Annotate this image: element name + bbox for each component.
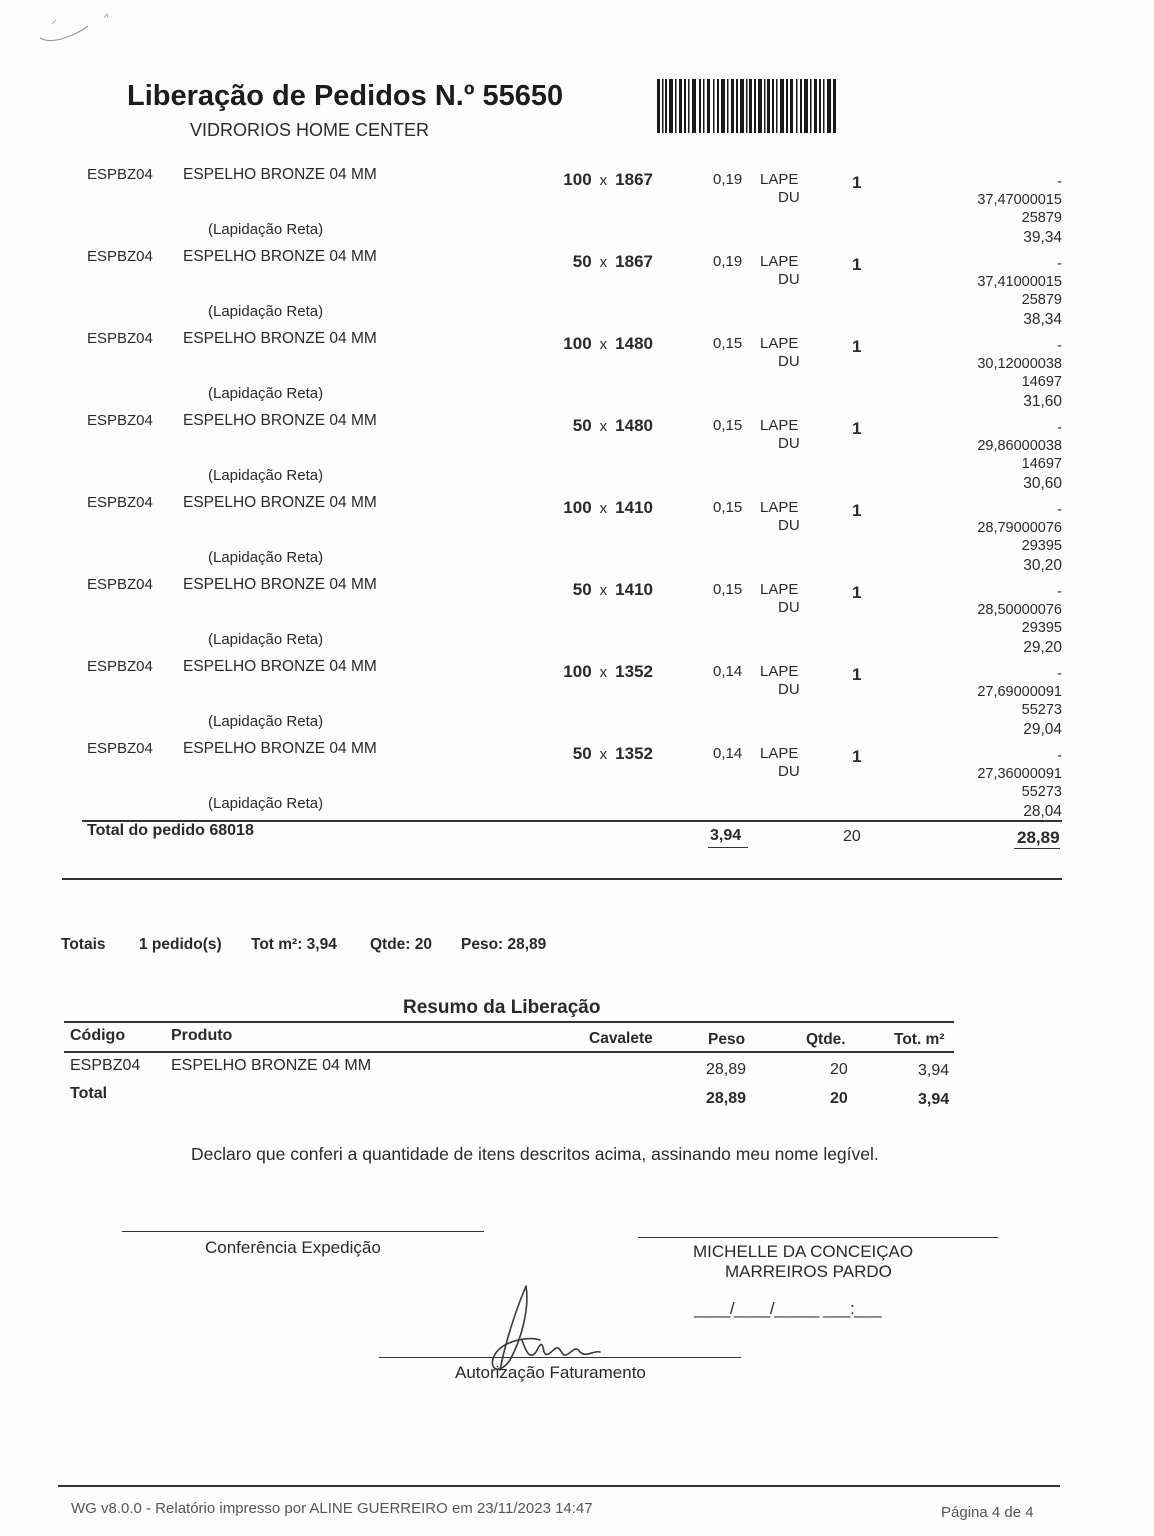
item-code: ESPBZ04	[87, 166, 153, 183]
divider	[708, 847, 748, 848]
item-product: ESPELHO BRONZE 04 MM	[183, 166, 377, 183]
item-process-cont: DU	[778, 517, 800, 534]
resumo-total-tot-m2: 3,94	[918, 1091, 950, 1108]
resumo-title: Resumo da Liberação	[403, 997, 601, 1018]
item-m2: 0,15	[713, 417, 743, 434]
date-blank: ____/____/_____ ___:___	[694, 1299, 882, 1318]
item-process: LAPE	[760, 253, 799, 270]
item-m2: 0,15	[713, 335, 743, 352]
item-dimensions: 50 x 1867	[572, 252, 653, 271]
item-values: - 27,36000091 55273 28,04	[977, 748, 1062, 820]
col-header-qtde: Qtde.	[806, 1031, 846, 1048]
item-dimensions: 100 x 1480	[563, 334, 653, 353]
resumo-total-peso: 28,89	[706, 1090, 747, 1107]
item-qty: 1	[852, 255, 862, 274]
divider	[64, 1021, 954, 1023]
item-dimensions: 100 x 1867	[563, 170, 653, 189]
item-process-cont: DU	[778, 435, 800, 452]
totals-label: Totais	[61, 936, 106, 953]
item-process-cont: DU	[778, 763, 800, 780]
resumo-row-codigo: ESPBZ04	[70, 1057, 141, 1074]
divider	[64, 1051, 954, 1053]
totals-m2: Tot m²: 3,94	[251, 936, 337, 953]
totals-qtde: Qtde: 20	[370, 936, 433, 953]
item-finish: (Lapidação Reta)	[208, 303, 324, 320]
item-process: LAPE	[760, 663, 799, 680]
list-item	[0, 488, 1154, 574]
item-process: LAPE	[760, 171, 799, 188]
footer-divider	[58, 1485, 1060, 1487]
item-process-cont: DU	[778, 353, 800, 370]
item-process: LAPE	[760, 417, 799, 434]
item-m2: 0,19	[713, 171, 743, 188]
signer-name-line1: MICHELLE DA CONCEIÇAO	[693, 1242, 914, 1261]
item-qty: 1	[852, 173, 862, 192]
resumo-total-qtde: 20	[830, 1090, 848, 1107]
item-values: - 29,86000038 14697 30,60	[977, 420, 1062, 492]
totals-peso: Peso: 28,89	[461, 936, 547, 953]
item-finish: (Lapidação Reta)	[208, 549, 324, 566]
item-product: ESPELHO BRONZE 04 MM	[183, 412, 377, 429]
item-process: LAPE	[760, 581, 799, 598]
footer-printed-by: WG v8.0.0 - Relatório impresso por ALINE GUERREIRO em 23/11/2023 14:47	[71, 1500, 593, 1517]
resumo-total-label: Total	[70, 1085, 108, 1102]
list-item	[0, 406, 1154, 492]
item-finish: (Lapidação Reta)	[208, 467, 324, 484]
totals-pedidos: 1 pedido(s)	[139, 936, 222, 953]
item-m2: 0,15	[713, 499, 743, 516]
item-dimensions: 100 x 1352	[563, 662, 653, 681]
col-header-codigo: Código	[70, 1027, 126, 1044]
col-header-cavalete: Cavalete	[589, 1030, 653, 1047]
autorizacao-label: Autorização Faturamento	[455, 1363, 646, 1382]
list-item	[0, 570, 1154, 656]
item-process-cont: DU	[778, 599, 800, 616]
company-name: VIDRORIOS HOME CENTER	[190, 120, 430, 140]
item-code: ESPBZ04	[87, 494, 153, 511]
corner-scribble-icon	[18, 8, 118, 48]
item-qty: 1	[852, 583, 862, 602]
item-product: ESPELHO BRONZE 04 MM	[183, 740, 377, 757]
item-process-cont: DU	[778, 681, 800, 698]
item-m2: 0,14	[713, 745, 743, 762]
signer-name-line2: MARREIROS PARDO	[725, 1262, 892, 1281]
item-process: LAPE	[760, 499, 799, 516]
item-values: - 28,50000076 29395 29,20	[977, 584, 1062, 656]
item-qty: 1	[852, 501, 862, 520]
item-process: LAPE	[760, 745, 799, 762]
resumo-row-produto: ESPELHO BRONZE 04 MM	[171, 1057, 372, 1074]
item-qty: 1	[852, 747, 862, 766]
resumo-row-tot-m2: 3,94	[918, 1062, 950, 1079]
item-dimensions: 50 x 1352	[572, 744, 653, 763]
item-product: ESPELHO BRONZE 04 MM	[183, 330, 377, 347]
item-process-cont: DU	[778, 189, 800, 206]
list-item	[0, 160, 1154, 246]
item-dimensions: 50 x 1410	[572, 580, 653, 599]
item-product: ESPELHO BRONZE 04 MM	[183, 248, 377, 265]
item-finish: (Lapidação Reta)	[208, 795, 324, 812]
list-item	[0, 242, 1154, 328]
items-list	[0, 160, 1154, 820]
item-code: ESPBZ04	[87, 330, 153, 347]
conferencia-label: Conferência Expedição	[205, 1238, 381, 1257]
item-product: ESPELHO BRONZE 04 MM	[183, 494, 377, 511]
list-item	[0, 324, 1154, 410]
item-dimensions: 100 x 1410	[563, 498, 653, 517]
signature-line	[379, 1357, 741, 1358]
item-qty: 1	[852, 665, 862, 684]
item-values: - 37,47000015 25879 39,34	[977, 174, 1062, 246]
list-item	[0, 652, 1154, 738]
item-finish: (Lapidação Reta)	[208, 713, 324, 730]
order-total-label: Total do pedido 68018	[87, 822, 254, 839]
item-code: ESPBZ04	[87, 248, 153, 265]
col-header-produto: Produto	[171, 1027, 233, 1044]
item-code: ESPBZ04	[87, 576, 153, 593]
item-dimensions: 50 x 1480	[572, 416, 653, 435]
item-values: - 37,41000015 25879 38,34	[977, 256, 1062, 328]
item-code: ESPBZ04	[87, 740, 153, 757]
order-total-qty: 20	[843, 828, 861, 845]
item-values: - 27,69000091 55273 29,04	[977, 666, 1062, 738]
col-header-tot-m2: Tot. m²	[894, 1031, 945, 1048]
order-total-peso: 28,89	[1017, 828, 1060, 847]
item-values: - 28,79000076 29395 30,20	[977, 502, 1062, 574]
item-code: ESPBZ04	[87, 658, 153, 675]
item-finish: (Lapidação Reta)	[208, 221, 324, 238]
item-values: - 30,12000038 14697 31,60	[977, 338, 1062, 410]
item-qty: 1	[852, 337, 862, 356]
declaration-text: Declaro que conferi a quantidade de itens descritos acima, assinando meu nome legível.	[191, 1144, 879, 1164]
resumo-row-peso: 28,89	[706, 1061, 747, 1078]
item-product: ESPELHO BRONZE 04 MM	[183, 576, 377, 593]
item-m2: 0,14	[713, 663, 743, 680]
list-item	[0, 734, 1154, 820]
signature-line	[122, 1231, 484, 1232]
item-code: ESPBZ04	[87, 412, 153, 429]
resumo-row-qtde: 20	[830, 1061, 848, 1078]
item-finish: (Lapidação Reta)	[208, 385, 324, 402]
barcode-image	[657, 79, 837, 133]
page-title: Liberação de Pedidos N.º 55650	[127, 80, 564, 112]
order-total-m2: 3,94	[710, 827, 742, 844]
divider	[62, 878, 1062, 880]
item-m2: 0,19	[713, 253, 743, 270]
col-header-peso: Peso	[708, 1031, 746, 1048]
page-number: Página 4 de 4	[941, 1504, 1034, 1521]
item-qty: 1	[852, 419, 862, 438]
signature-line	[638, 1237, 998, 1238]
item-process-cont: DU	[778, 271, 800, 288]
item-finish: (Lapidação Reta)	[208, 631, 324, 648]
item-product: ESPELHO BRONZE 04 MM	[183, 658, 377, 675]
divider	[1014, 848, 1060, 849]
item-m2: 0,15	[713, 581, 743, 598]
item-process: LAPE	[760, 335, 799, 352]
